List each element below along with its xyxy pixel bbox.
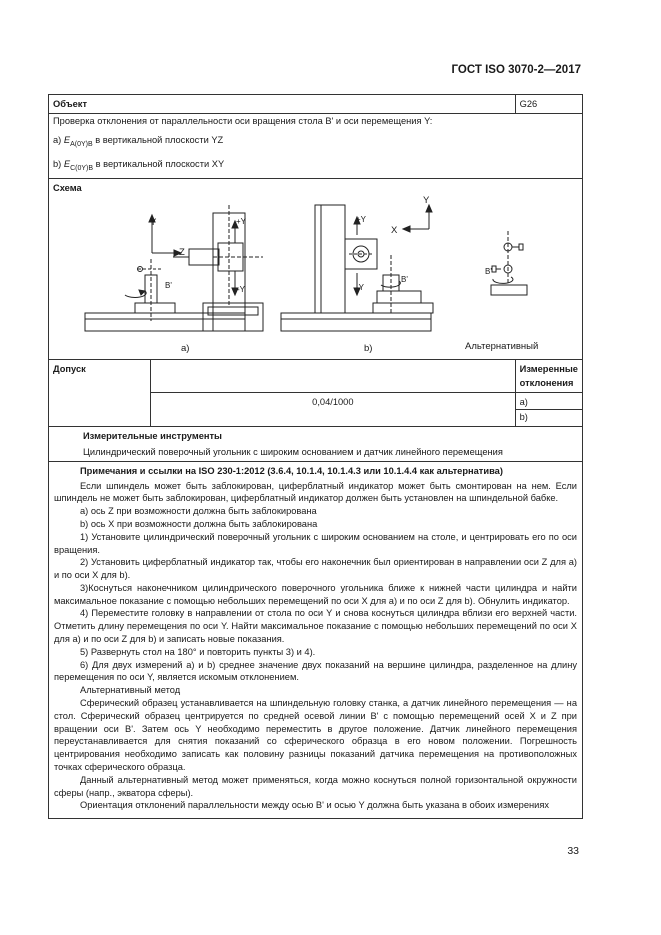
object-code: G26	[519, 99, 538, 109]
notes-paragraph: 5) Развернуть стол на 180° и повторить пункты 3) и 4).	[80, 646, 316, 657]
axis-plus-y-a: +Y	[236, 216, 247, 226]
axis-minus-y-a: -Y	[237, 284, 245, 294]
axis-y-b: Y	[423, 194, 430, 206]
test-sheet-table	[48, 94, 583, 819]
notes-paragraph: 3)Коснуться наконечником цилиндрического поверочного угольника ближе к нижней части цилиндра и найти максимальное показание с помощью небольших перемещений по оси X для a) и по оси Z для b). Обнулить индикатор.	[54, 582, 577, 606]
object-description-cell	[49, 114, 583, 179]
instruments-text: Цилиндрический поверочный угольник с широким основанием и датчик линейного перемещения	[83, 446, 503, 457]
axis-z-a: Z	[179, 246, 185, 258]
instruments-label: Измерительные инструменты	[83, 430, 222, 441]
object-item-a: a) $E_{A(0Y)B}$ в вертикальной плоскости YZ	[53, 135, 224, 148]
notes-cell	[49, 461, 583, 819]
notes-paragraph: a) ось Z при возможности должна быть заблокирована	[80, 506, 317, 517]
axis-b-alt: B'	[485, 266, 492, 276]
measured-b: b)	[516, 409, 582, 424]
object-cell	[49, 95, 516, 114]
measured-label-cell	[515, 359, 582, 392]
notes-paragraph: Данный альтернативный метод может применяться, когда можно коснуться полной горизонтальной окружности сферы (напр., экватора сферы).	[54, 774, 577, 798]
diagram-alternative	[491, 231, 527, 295]
object-label: Объект	[53, 99, 88, 109]
object-item-b: b) $E_{C(0Y)B}$ в вертикальной плоскости XY	[53, 158, 225, 172]
tolerance-label: Допуск	[53, 363, 86, 374]
tolerance-value: 0,04/1000	[312, 396, 354, 407]
axis-y-a: Y	[150, 216, 157, 228]
schema-label: Схема	[53, 182, 82, 193]
axis-minus-y-b: -Y	[356, 282, 364, 292]
schema-cell	[49, 178, 583, 359]
axis-b-a: B'	[165, 280, 172, 290]
document-code: ГОСТ ISO 3070-2—2017	[451, 64, 581, 76]
notes-paragraph: 6) Для двух измерений a) и b) среднее значение двух показаний на вершине цилиндра, разделенное на длину перемещения по оси Y, является искомым отклонением.	[54, 659, 577, 683]
measured-values-cell	[515, 392, 582, 426]
notes-paragraph: Сферический образец устанавливается на шпиндельную головку станка, а датчик линейного перемещения — на стол. Сферический образец центрируется по средней осевой линии B' с помощью перемещений осей X и Z при вращении оси B'. Затем ось Y необходимо переместить в другое положение. Датчик линейного перемещения переустанавливается для снятия показаний со сферического образца в его новом положении. Погрешность центрирования необходимо записать как половину разницы показаний датчика перемещения на противоположных точках сферического образца.	[54, 698, 577, 773]
measured-label: Измеренные отклонения	[519, 363, 578, 388]
caption-a: a)	[181, 342, 190, 354]
caption-b: b)	[364, 342, 373, 354]
instruments-cell	[49, 426, 583, 461]
page-number: 33	[567, 845, 579, 857]
notes-paragraph: 4) Переместите головку в направлении от стола по оси Y и снова коснуться цилиндра вблизи его верхней части. Отметить длину перемещения по оси Y. Найти максимальное показание с помощью небольших перемещений по оси X для a) и по оси Z для b) и записать новые показания.	[54, 608, 577, 645]
axis-b-b: B'	[401, 274, 408, 284]
tolerance-blank-cell	[151, 359, 516, 392]
object-code-cell	[515, 95, 582, 114]
notes-paragraph: 1) Установите цилиндрический поверочный угольник с широким основанием на столе, и центрировать его по оси вращения.	[54, 531, 577, 555]
notes-paragraph: Ориентация отклонений параллельности между осью B' и осью Y должна быть указана в обоих измерениях	[80, 800, 549, 811]
notes-paragraph: 2) Установить циферблатный индикатор так, чтобы его наконечник был ориентирован в направлении оси Z для a) и по оси X для b).	[54, 557, 577, 581]
tolerance-label-cell	[49, 359, 151, 426]
tolerance-value-cell	[151, 392, 516, 426]
schema-drawing	[53, 195, 578, 357]
notes-paragraph: b) ось X при возможности должна быть заблокирована	[80, 518, 318, 529]
axis-plus-y-b: +Y	[356, 214, 367, 224]
caption-alternative: Альтернативный	[465, 340, 539, 352]
measured-a: a)	[519, 396, 528, 407]
axis-x-b: X	[391, 224, 398, 236]
notes-alternative-heading: Альтернативный метод	[80, 685, 181, 696]
notes-title: Примечания и ссылки на ISO 230-1:2012 (3.6.4, 10.1.4, 10.1.4.3 или 10.1.4.4 как альтернатива)	[80, 465, 503, 476]
schema-diagram	[53, 195, 580, 357]
notes-paragraph: Если шпиндель может быть заблокирован, циферблатный индикатор может быть смонтирован на нем. Если шпиндель не может быть заблокирован, циферблатный индикатор должен быть установлен на шпиндельной бабке.	[54, 480, 577, 504]
object-description: Проверка отклонения от параллельности оси вращения стола B' и оси перемещения Y:	[53, 116, 433, 126]
